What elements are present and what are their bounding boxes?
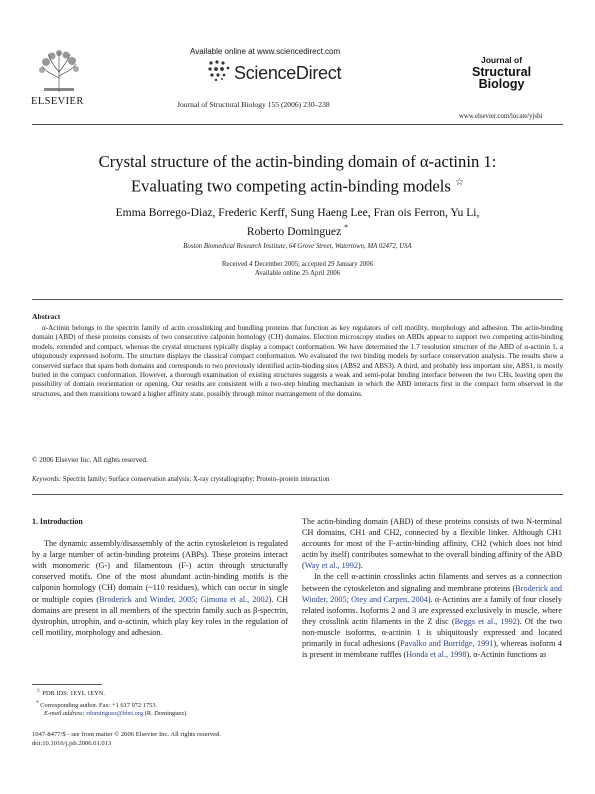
- affiliation: Boston Biomedical Research Institute, 64 Grove Street, Watertown, MA 02472, USA: [183, 243, 412, 250]
- intro-p3-text-e: ). α-Actinin functions as: [466, 650, 547, 660]
- email-label: E-mail address:: [44, 710, 85, 718]
- intro-p2-text-b: ).: [357, 561, 363, 571]
- footnote-1-text: PDB IDS: 1EYL 1EYN.: [42, 690, 105, 698]
- intro-p3-text-a: In the cell α-actinin crosslinks actin filaments and serves as a connection between the cytoskeleton and signaling and membrane proteins (: [302, 572, 562, 593]
- abstract-bottom-rule: [32, 494, 563, 495]
- authors-line-2: Roberto Dominguez: [246, 224, 342, 238]
- section-heading-introduction: 1. Introduction: [32, 517, 83, 526]
- journal-url-link[interactable]: www.elsevier.com/locate/yjsbi: [459, 113, 543, 120]
- journal-logo-line2: Structural: [472, 64, 532, 79]
- corresponding-author-mark[interactable]: *: [344, 223, 349, 232]
- abstract-paragraph: α-Actinin belongs to the spectrin family of actin crosslinking and bundling proteins that function as key regulators of cell motility, morphology and adhesion. The actin-binding domain (ABD) of these proteins consists of two consecutive calponin homology (CH) domains. Electron microscopy studies on ABDs appear to support two competing actin-binding models, extended and compact, whereas the crystal structures typically display a compact conformation. We have determined the 1.7 resolution structure of the ABD of α-actinin 1, a ubiquitously expressed isoform. The structure displays the classical compact conformation. We evaluated the two binding models by surface conservation analysis. The results show a conserved surface that spans both domains and corresponds to two previously identified actin-binding sites (ABS2 and ABS3). A third, and probably less important site, ABS1, is mostly buried in the compact conformation. However, a thorough examination of existing structures suggests a weak and semi-polar binding interface between the two CHs, leaving open the possibility of domain reorientation or opening. Our results are consistent with a two-step binding mechanism in which the ABD interacts first in the compact form observed in the structures, and then transitions toward a higher affinity state, possibly through minor rearrangement of the domains.: [32, 324, 563, 398]
- citation-link[interactable]: Beggs et al., 1992: [454, 616, 517, 626]
- intro-paragraph-1: [32, 538, 288, 638]
- keywords-list: Spectrin family; Surface conservation analysis; X-ray crystallography; Protein–protein interaction: [62, 476, 330, 483]
- keywords-label: Keywords:: [32, 476, 62, 483]
- article-title: [40, 151, 555, 197]
- citation-link[interactable]: Broderick and Winder, 2005; Otey and Carpen, 2004: [302, 583, 563, 604]
- citation-link[interactable]: Way et al., 1992: [304, 561, 358, 571]
- doi-line[interactable]: doi:10.1016/j.jsb.2006.01.013: [32, 739, 112, 747]
- authors-line-1: Emma Borrego-Diaz, Frederic Kerff, Sung Haeng Lee, Fran ois Ferron, Yu Li,: [115, 206, 480, 219]
- footnote-rule: [32, 684, 102, 685]
- keywords-line: [32, 476, 329, 483]
- footnote-1-mark: ☆: [36, 688, 41, 694]
- footnotes: [36, 687, 276, 719]
- intro-p3-text-b: ). α-Actinins are a family of four closely related isoforms. Isoforms 2 and 3 are expressed exclusively in muscle, where they crosslink actin filaments in the Z disc (: [302, 594, 562, 626]
- intro-paragraph-2: [302, 516, 562, 571]
- sciencedirect-brand: ScienceDirect: [234, 63, 342, 83]
- footnote-2-mark: *: [36, 699, 39, 706]
- available-date: Available online 25 April 2006: [254, 270, 341, 278]
- publisher-logo-text: ELSEVIER: [31, 96, 84, 107]
- footnote-1: [36, 687, 276, 699]
- citation-link[interactable]: Honda et al., 1998: [406, 650, 467, 660]
- title-footnote-star[interactable]: ☆: [455, 177, 464, 188]
- journal-logo: [472, 56, 531, 91]
- abstract-body: [32, 324, 563, 399]
- front-matter-footer: [32, 731, 221, 748]
- sd-availability-text[interactable]: Available online at www.sciencedirect.com: [190, 47, 341, 56]
- journal-citation: Journal of Structural Biology 155 (2006) 230–238: [177, 100, 330, 109]
- author-list: [40, 205, 555, 239]
- email-link[interactable]: rdominguez@bbri.org: [86, 710, 144, 718]
- intro-paragraph-3: [302, 571, 562, 660]
- abstract-heading: Abstract: [32, 312, 61, 321]
- abstract-copyright: © 2006 Elsevier Inc. All rights reserved.: [32, 456, 148, 464]
- intro-p3-text-c: ). Of the two non-muscle isoforms, α-actinin 1 is ubiquitously expressed and located primarily in focal adhesions (: [302, 616, 562, 649]
- header-divider: [32, 124, 563, 125]
- title-line-1: Crystal structure of the actin-binding domain of α-actinin 1:: [98, 152, 497, 171]
- left-column: [32, 516, 288, 638]
- abstract-top-rule: [32, 299, 563, 300]
- title-line-2: Evaluating two competing actin-binding models: [131, 176, 451, 196]
- intro-p3-text-d: ), whereas isoform 4 is present in membrane ruffles (: [302, 639, 562, 660]
- sciencedirect-dots-icon: [207, 59, 233, 81]
- article-dates: [40, 260, 555, 279]
- footnote-3: [36, 710, 276, 719]
- elsevier-tree-logo-icon: [36, 48, 82, 94]
- journal-logo-line3: Biology: [478, 77, 525, 91]
- right-column: [302, 516, 562, 660]
- footnote-2-text: Corresponding author. Fax: +1 617 972 1753.: [40, 701, 158, 709]
- email-owner: (R. Dominguez).: [144, 710, 188, 718]
- intro-p1-text-b: ). CH domains are present in all members of the spectrin family such as β-spectrin, dystrophin, utrophin, and α-actinin, which play key roles in the regulation of cell motility, morphology and adhesion.: [32, 594, 288, 637]
- footnote-2: [36, 699, 276, 711]
- intro-p1-text-a: The dynamic assembly/disassembly of the actin cytoskeleton is regulated by a large number of actin-binding proteins (ABPs). These proteins interact with monomeric (G-) and filamentous (F-) actin through structurally conserved motifs. One of the most abundant actin-binding motifs is the calponin homology (CH) domain (~110 residues), which can occur in single or multiple copies (: [32, 539, 288, 604]
- received-date: Received 4 December 2005; accepted 29 January 2006: [221, 261, 374, 268]
- journal-logo-line1: Journal of: [480, 55, 523, 65]
- citation-link[interactable]: Broderick and Winder, 2005; Gimona et al., 2002: [99, 594, 269, 604]
- citation-link[interactable]: Pavalko and Burridge, 1991: [400, 639, 494, 649]
- intro-p2-text-a: The actin-binding domain (ABD) of these proteins consists of two N-terminal CH domains, CH1 and CH2, connected by a flexible linker. Although CH1 accounts for most of the F-actin-binding affinity, CH2 (which does not bind actin by itself) contributes somewhat to the overall binding affinity of the ABD (: [302, 517, 562, 571]
- issn-line: 1047-8477/$ - see front matter © 2006 Elsevier Inc. All rights reserved.: [32, 731, 222, 738]
